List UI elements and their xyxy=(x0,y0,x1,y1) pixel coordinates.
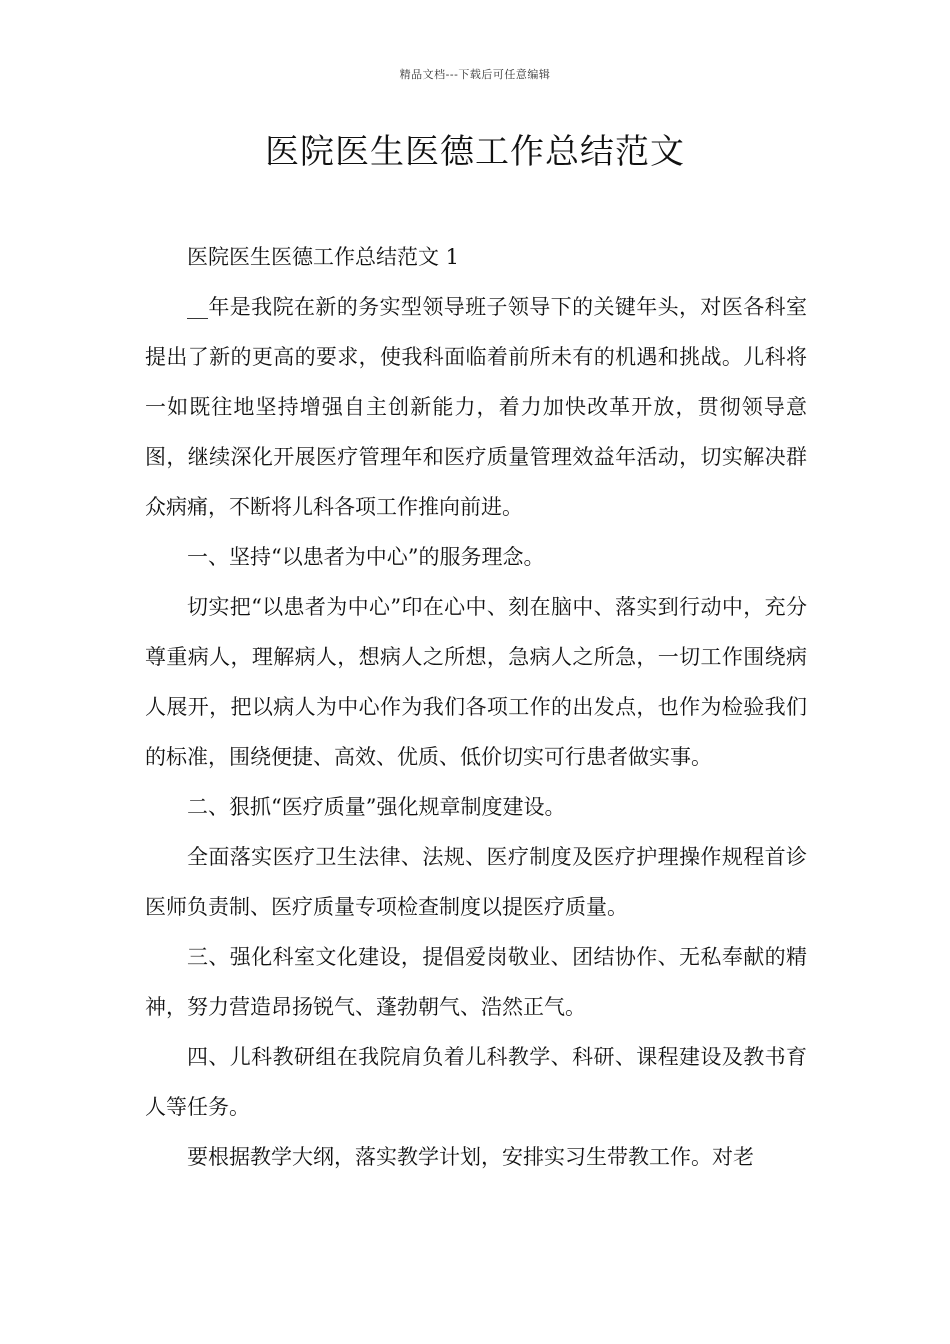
paragraph: 四、儿科教研组在我院肩负着儿科教学、科研、课程建设及教书育人等任务。 xyxy=(145,1045,807,1119)
document-title: 医院医生医德工作总结范文 xyxy=(265,132,685,172)
section-heading: 医院医生医德工作总结范文 1 xyxy=(187,245,460,269)
section-heading: 一、坚持“以患者为中心”的服务理念。 xyxy=(187,545,545,569)
paragraph: 全面落实医疗卫生法律、法规、医疗制度及医疗护理操作规程首诊医师负责制、医疗质量专项检查制度以提医疗质量。 xyxy=(145,845,807,919)
header-note: 精品文档---下载后可任意编辑 xyxy=(399,68,551,81)
paragraph: __年是我院在新的务实型领导班子领导下的关键年头，对医各科室提出了新的更高的要求，使我科面临着前所未有的机遇和挑战。儿科将一如既往地坚持增强自主创新能力，着力加快改革开放，贯彻领导意图，继续深化开展医疗管理年和医疗质量管理效益年活动，切实解决群众病痛，不断将儿科各项工作推向前进。 xyxy=(145,295,807,519)
paragraph: 切实把“以患者为中心”印在心中、刻在脑中、落实到行动中，充分尊重病人，理解病人，想病人之所想，急病人之所急，一切工作围绕病人展开，把以病人为中心作为我们各项工作的出发点，也作为检验我们的标准，围绕便捷、高效、优质、低价切实可行患者做实事。 xyxy=(145,595,807,769)
section-heading: 二、狠抓“医疗质量”强化规章制度建设。 xyxy=(187,795,566,819)
paragraph: 要根据教学大纲，落实教学计划，安排实习生带教工作。对老 xyxy=(187,1145,754,1169)
paragraph: 三、强化科室文化建设，提倡爱岗敬业、团结协作、无私奉献的精神，努力营造昂扬锐气、蓬勃朝气、浩然正气。 xyxy=(145,945,807,1019)
document-body xyxy=(145,232,807,1182)
